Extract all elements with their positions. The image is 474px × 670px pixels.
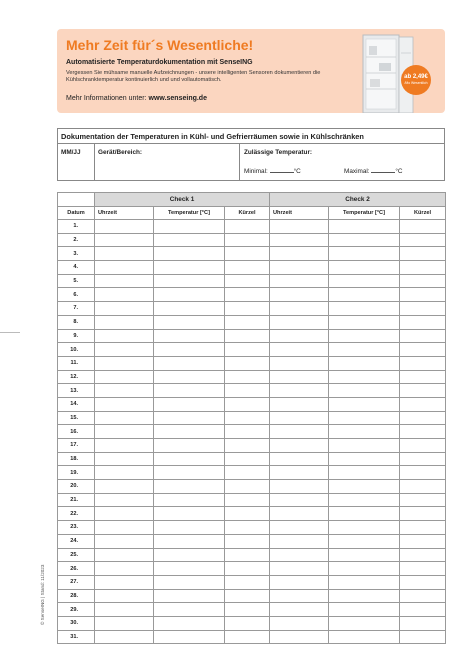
initials-2-cell[interactable] [400,425,446,439]
initials-2-cell[interactable] [400,562,446,576]
column-header-initials-2: Kürzel [400,207,446,220]
initials-2-cell[interactable] [400,343,446,357]
temp-1-cell[interactable] [154,452,225,466]
banner-info [66,95,207,102]
time-1-cell[interactable] [95,356,154,370]
info-divider [239,143,240,180]
temp-1-cell[interactable] [154,439,225,453]
initials-2-cell[interactable] [400,356,446,370]
initials-1-cell[interactable] [225,247,270,261]
time-1-cell[interactable] [95,288,154,302]
initials-1-cell[interactable] [225,220,270,234]
column-header-temp-1: Temperatur [°C] [154,207,225,220]
table-row [58,315,446,329]
date-cell: 30. [58,616,95,630]
date-cell: 25. [58,548,95,562]
time-1-cell[interactable] [95,315,154,329]
documentation-title: Dokumentation der Temperaturen in Kühl- und Gefrierräumen sowie in Kühlschränken [61,132,364,141]
time-1-cell[interactable] [95,630,154,644]
initials-1-cell[interactable] [225,288,270,302]
initials-2-cell[interactable] [400,411,446,425]
date-cell: 4. [58,261,95,275]
initials-2-cell[interactable] [400,247,446,261]
time-2-cell[interactable] [270,439,329,453]
date-cell: 24. [58,534,95,548]
table-row [58,616,446,630]
time-2-cell[interactable] [270,603,329,617]
table-row [58,575,446,589]
min-unit: °C [293,168,301,175]
temp-2-cell[interactable] [329,562,400,576]
banner-subtitle: Automatisierte Temperaturdokumentation mit SenseING [66,59,253,66]
time-1-cell[interactable] [95,521,154,535]
time-2-cell[interactable] [270,425,329,439]
initials-1-cell[interactable] [225,411,270,425]
temp-2-cell[interactable] [329,343,400,357]
temp-2-cell[interactable] [329,356,400,370]
initials-1-cell[interactable] [225,521,270,535]
time-1-cell[interactable] [95,247,154,261]
table-row [58,466,446,480]
time-2-cell[interactable] [270,548,329,562]
date-cell: 28. [58,589,95,603]
temp-1-cell[interactable] [154,315,225,329]
date-cell: 9. [58,329,95,343]
column-header-temp-2: Temperatur [°C] [329,207,400,220]
initials-2-cell[interactable] [400,616,446,630]
time-2-cell[interactable] [270,261,329,275]
time-2-cell[interactable] [270,329,329,343]
temp-1-cell[interactable] [154,562,225,576]
date-cell: 27. [58,575,95,589]
initials-1-cell[interactable] [225,603,270,617]
time-2-cell[interactable] [270,521,329,535]
footer-copyright: © SenseING | Stand: 11/2023 [40,564,45,625]
table-row [58,439,446,453]
date-cell: 8. [58,315,95,329]
initials-2-cell[interactable] [400,452,446,466]
banner-title: Mehr Zeit für´s Wesentliche! [66,37,254,53]
check-1-header: Check 1 [95,193,270,207]
date-cell: 7. [58,302,95,316]
time-1-cell[interactable] [95,452,154,466]
time-2-cell[interactable] [270,343,329,357]
temp-2-cell[interactable] [329,329,400,343]
column-header-time-2: Uhrzeit [270,207,329,220]
date-cell: 13. [58,384,95,398]
time-2-cell[interactable] [270,247,329,261]
temp-1-cell[interactable] [154,247,225,261]
date-cell: 26. [58,562,95,576]
time-1-cell[interactable] [95,274,154,288]
temp-1-cell[interactable] [154,329,225,343]
time-1-cell[interactable] [95,562,154,576]
time-2-cell[interactable] [270,274,329,288]
time-2-cell[interactable] [270,466,329,480]
date-cell: 17. [58,439,95,453]
time-1-cell[interactable] [95,302,154,316]
temp-2-cell[interactable] [329,247,400,261]
price-badge-note: /Mo Wesentlich [404,81,428,85]
banner-info-link[interactable]: www.senseing.de [148,95,207,102]
initials-2-cell[interactable] [400,274,446,288]
initials-2-cell[interactable] [400,439,446,453]
initials-1-cell[interactable] [225,589,270,603]
date-cell: 12. [58,370,95,384]
initials-2-cell[interactable] [400,302,446,316]
time-2-cell[interactable] [270,397,329,411]
table-row [58,356,446,370]
initials-1-cell[interactable] [225,356,270,370]
table-row [58,261,446,275]
temp-1-cell[interactable] [154,575,225,589]
temp-2-cell[interactable] [329,397,400,411]
temp-2-cell[interactable] [329,616,400,630]
info-divider [94,143,95,180]
temp-2-cell[interactable] [329,575,400,589]
check-2-header: Check 2 [270,193,446,207]
time-2-cell[interactable] [270,302,329,316]
temp-1-cell[interactable] [154,384,225,398]
initials-2-cell[interactable] [400,261,446,275]
time-2-cell[interactable] [270,356,329,370]
table-row [58,274,446,288]
initials-2-cell[interactable] [400,220,446,234]
initials-2-cell[interactable] [400,603,446,617]
temp-2-cell[interactable] [329,603,400,617]
table-row [58,288,446,302]
temp-1-cell[interactable] [154,493,225,507]
initials-1-cell[interactable] [225,384,270,398]
time-1-cell[interactable] [95,343,154,357]
table-row [58,493,446,507]
time-1-cell[interactable] [95,397,154,411]
table-row [58,247,446,261]
temp-2-cell[interactable] [329,233,400,247]
month-year-label: MM/JJ [61,149,81,156]
table-row [58,548,446,562]
date-cell: 16. [58,425,95,439]
initials-1-cell[interactable] [225,425,270,439]
initials-2-cell[interactable] [400,466,446,480]
time-2-cell[interactable] [270,507,329,521]
info-divider [58,143,444,144]
time-2-cell[interactable] [270,370,329,384]
temp-2-cell[interactable] [329,480,400,494]
date-cell: 29. [58,603,95,617]
table-row [58,589,446,603]
time-1-cell[interactable] [95,384,154,398]
max-unit: °C [395,168,403,175]
time-2-cell[interactable] [270,562,329,576]
min-blank[interactable] [270,166,294,173]
date-cell: 31. [58,630,95,644]
temp-2-cell[interactable] [329,466,400,480]
time-1-cell[interactable] [95,466,154,480]
temp-2-cell[interactable] [329,302,400,316]
temp-2-cell[interactable] [329,315,400,329]
temp-1-cell[interactable] [154,521,225,535]
temp-1-cell[interactable] [154,411,225,425]
min-temperature-field[interactable] [244,166,301,175]
temp-2-cell[interactable] [329,507,400,521]
initials-1-cell[interactable] [225,261,270,275]
date-cell: 6. [58,288,95,302]
column-header-initials-1: Kürzel [225,207,270,220]
time-2-cell[interactable] [270,220,329,234]
initials-2-cell[interactable] [400,575,446,589]
documentation-header [57,128,445,181]
initials-1-cell[interactable] [225,343,270,357]
time-2-cell[interactable] [270,288,329,302]
temp-2-cell[interactable] [329,425,400,439]
initials-1-cell[interactable] [225,507,270,521]
initials-1-cell[interactable] [225,452,270,466]
date-cell: 15. [58,411,95,425]
table-row [58,220,446,234]
temp-2-cell[interactable] [329,534,400,548]
temp-1-cell[interactable] [154,302,225,316]
initials-2-cell[interactable] [400,315,446,329]
max-label: Maximal: [344,168,370,175]
date-cell: 21. [58,493,95,507]
temp-2-cell[interactable] [329,493,400,507]
temp-1-cell[interactable] [154,220,225,234]
temp-1-cell[interactable] [154,370,225,384]
initials-1-cell[interactable] [225,575,270,589]
temp-1-cell[interactable] [154,288,225,302]
initials-1-cell[interactable] [225,480,270,494]
table-row [58,411,446,425]
table-row [58,603,446,617]
max-blank[interactable] [371,166,395,173]
time-1-cell[interactable] [95,480,154,494]
table-row [58,562,446,576]
time-1-cell[interactable] [95,548,154,562]
date-cell: 20. [58,480,95,494]
table-row [58,343,446,357]
temp-1-cell[interactable] [154,616,225,630]
date-cell: 10. [58,343,95,357]
table-row [58,507,446,521]
temp-1-cell[interactable] [154,603,225,617]
initials-2-cell[interactable] [400,233,446,247]
initials-2-cell[interactable] [400,384,446,398]
table-row [58,630,446,644]
temp-2-cell[interactable] [329,521,400,535]
temp-1-cell[interactable] [154,480,225,494]
time-1-cell[interactable] [95,616,154,630]
table-row [58,397,446,411]
temp-2-cell[interactable] [329,548,400,562]
time-2-cell[interactable] [270,452,329,466]
temp-2-cell[interactable] [329,384,400,398]
price-badge-price: ab 2,49€ [404,74,428,80]
time-2-cell[interactable] [270,616,329,630]
date-cell: 18. [58,452,95,466]
table-row [58,302,446,316]
date-cell: 1. [58,220,95,234]
table-row [58,480,446,494]
time-2-cell[interactable] [270,384,329,398]
table-row [58,521,446,535]
time-1-cell[interactable] [95,233,154,247]
temp-2-cell[interactable] [329,439,400,453]
initials-1-cell[interactable] [225,397,270,411]
banner-info-label: Mehr Informationen unter: [66,95,149,102]
initials-2-cell[interactable] [400,397,446,411]
time-1-cell[interactable] [95,411,154,425]
temp-1-cell[interactable] [154,507,225,521]
initials-2-cell[interactable] [400,288,446,302]
initials-1-cell[interactable] [225,315,270,329]
allowed-temperature-label: Zulässige Temperatur: [244,149,313,156]
time-1-cell[interactable] [95,534,154,548]
temp-1-cell[interactable] [154,261,225,275]
date-cell: 3. [58,247,95,261]
temp-1-cell[interactable] [154,589,225,603]
initials-1-cell[interactable] [225,233,270,247]
temperature-log-table [57,192,446,644]
time-1-cell[interactable] [95,370,154,384]
log-body [58,220,446,644]
price-badge [401,65,431,95]
temp-2-cell[interactable] [329,370,400,384]
min-label: Minimal: [244,168,268,175]
initials-1-cell[interactable] [225,630,270,644]
temp-1-cell[interactable] [154,397,225,411]
initials-2-cell[interactable] [400,493,446,507]
time-1-cell[interactable] [95,261,154,275]
temp-1-cell[interactable] [154,425,225,439]
device-area-label: Gerät/Bereich: [98,149,143,156]
date-cell: 23. [58,521,95,535]
table-row [58,425,446,439]
initials-2-cell[interactable] [400,548,446,562]
temp-1-cell[interactable] [154,343,225,357]
time-1-cell[interactable] [95,425,154,439]
column-header-time-1: Uhrzeit [95,207,154,220]
promo-banner [57,29,445,113]
date-cell: 19. [58,466,95,480]
temp-2-cell[interactable] [329,220,400,234]
header-empty [58,193,95,207]
table-row [58,233,446,247]
table-row [58,384,446,398]
initials-2-cell[interactable] [400,534,446,548]
initials-1-cell[interactable] [225,370,270,384]
temp-1-cell[interactable] [154,233,225,247]
date-cell: 14. [58,397,95,411]
initials-1-cell[interactable] [225,302,270,316]
column-header-date: Datum [58,207,95,220]
initials-2-cell[interactable] [400,521,446,535]
time-1-cell[interactable] [95,493,154,507]
time-2-cell[interactable] [270,233,329,247]
initials-1-cell[interactable] [225,534,270,548]
time-2-cell[interactable] [270,575,329,589]
initials-2-cell[interactable] [400,329,446,343]
table-row [58,370,446,384]
temp-2-cell[interactable] [329,261,400,275]
temp-1-cell[interactable] [154,274,225,288]
page-side-mark [0,332,20,333]
time-2-cell[interactable] [270,630,329,644]
time-2-cell[interactable] [270,411,329,425]
date-cell: 2. [58,233,95,247]
initials-1-cell[interactable] [225,616,270,630]
banner-text: Vergessen Sie mühsame manuelle Aufzeichnungen - unsere intelligenten Sensoren dokumentieren die Kühlschranktemperatur kontinuierlich und und vollautomatisch. [66,70,321,83]
table-row [58,329,446,343]
table-row [58,452,446,466]
initials-1-cell[interactable] [225,274,270,288]
temp-2-cell[interactable] [329,288,400,302]
time-1-cell[interactable] [95,589,154,603]
time-1-cell[interactable] [95,575,154,589]
time-2-cell[interactable] [270,480,329,494]
temp-2-cell[interactable] [329,452,400,466]
initials-1-cell[interactable] [225,329,270,343]
temp-1-cell[interactable] [154,466,225,480]
temp-2-cell[interactable] [329,411,400,425]
time-2-cell[interactable] [270,493,329,507]
initials-1-cell[interactable] [225,548,270,562]
temp-1-cell[interactable] [154,356,225,370]
initials-1-cell[interactable] [225,493,270,507]
temp-2-cell[interactable] [329,589,400,603]
time-1-cell[interactable] [95,603,154,617]
max-temperature-field[interactable] [344,166,403,175]
initials-2-cell[interactable] [400,480,446,494]
initials-2-cell[interactable] [400,630,446,644]
initials-1-cell[interactable] [225,562,270,576]
time-1-cell[interactable] [95,220,154,234]
temp-2-cell[interactable] [329,274,400,288]
initials-2-cell[interactable] [400,589,446,603]
time-2-cell[interactable] [270,589,329,603]
temp-1-cell[interactable] [154,630,225,644]
date-cell: 22. [58,507,95,521]
time-2-cell[interactable] [270,315,329,329]
date-cell: 5. [58,274,95,288]
temp-2-cell[interactable] [329,630,400,644]
initials-1-cell[interactable] [225,439,270,453]
temp-1-cell[interactable] [154,548,225,562]
date-cell: 11. [58,356,95,370]
initials-2-cell[interactable] [400,507,446,521]
time-2-cell[interactable] [270,534,329,548]
time-1-cell[interactable] [95,329,154,343]
initials-2-cell[interactable] [400,370,446,384]
time-1-cell[interactable] [95,507,154,521]
table-row [58,534,446,548]
temp-1-cell[interactable] [154,534,225,548]
time-1-cell[interactable] [95,439,154,453]
initials-1-cell[interactable] [225,466,270,480]
